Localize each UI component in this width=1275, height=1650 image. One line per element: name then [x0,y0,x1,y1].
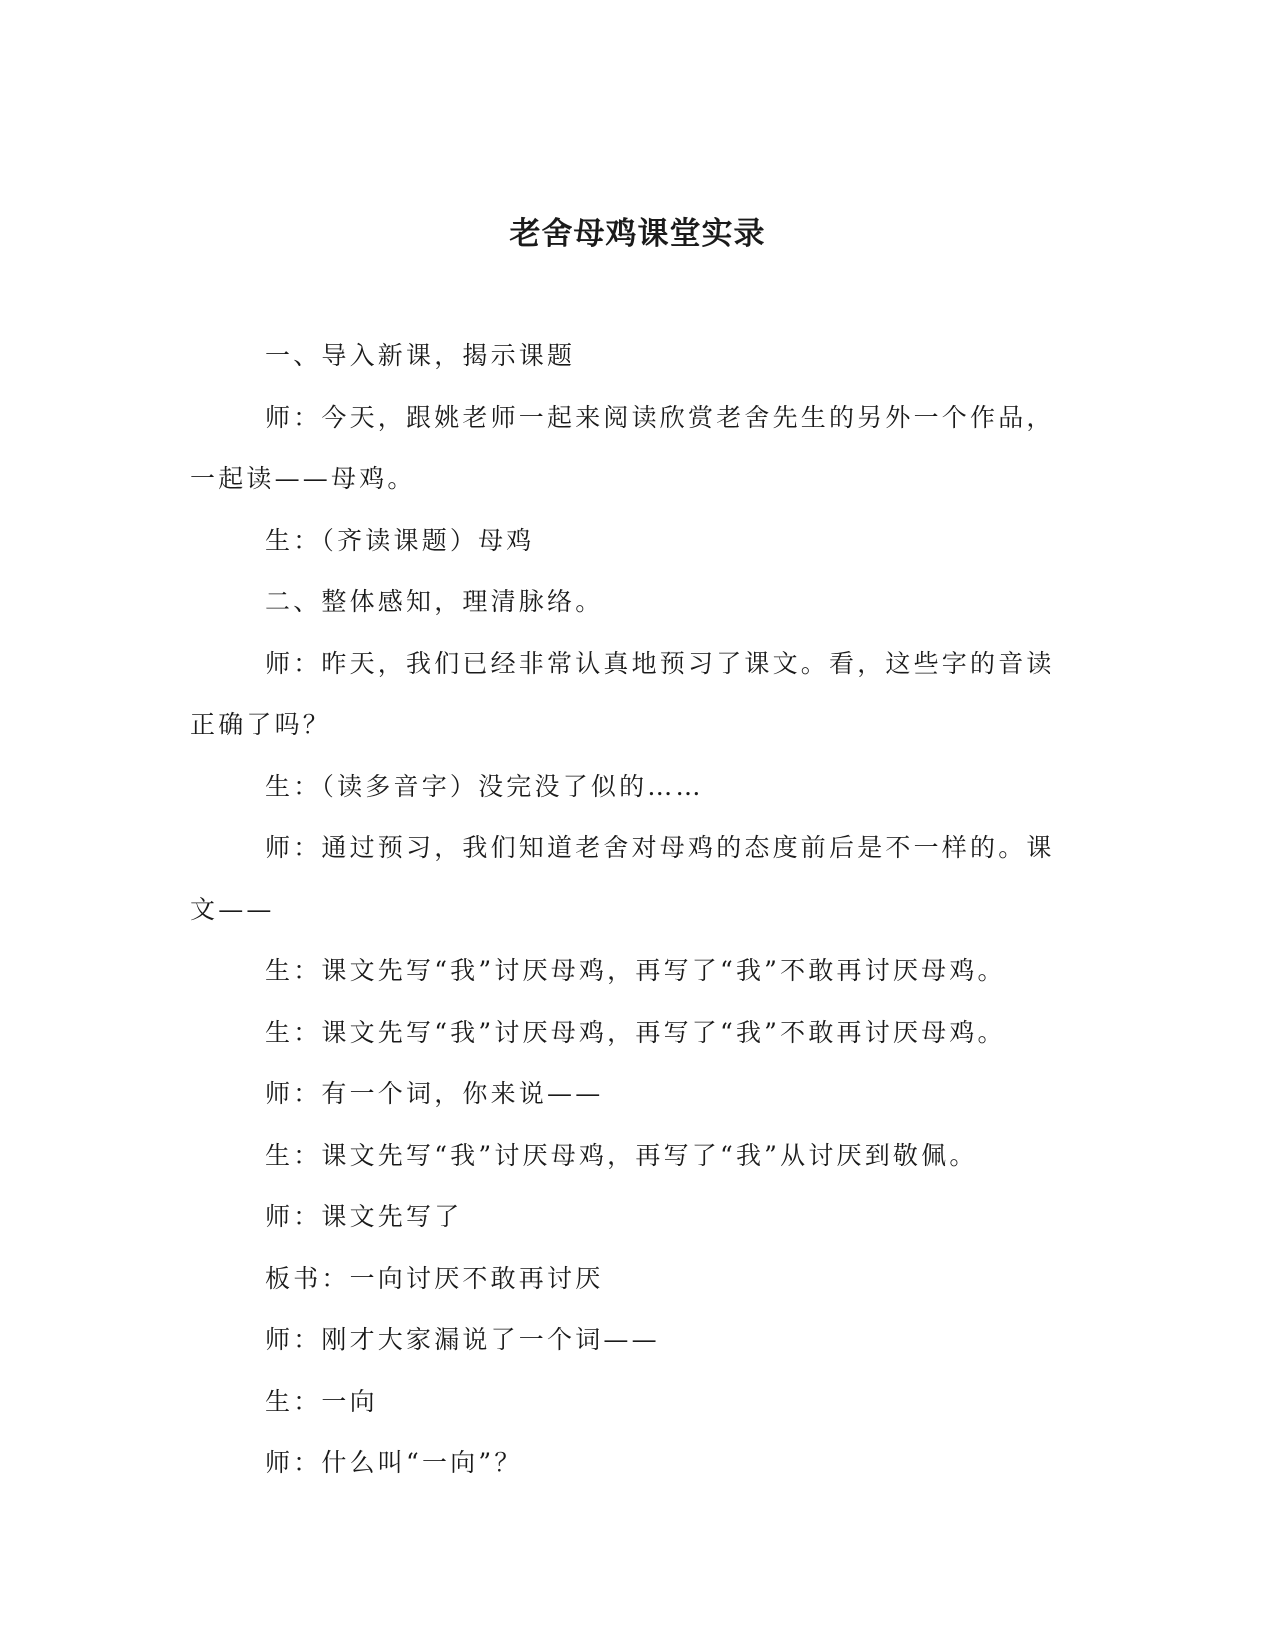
paragraph: 生：课文先写“我”讨厌母鸡，再写了“我”不敢再讨厌母鸡。 [265,956,1006,985]
paragraph: 二、整体感知，理清脉络。 [265,587,604,616]
paragraph: 师：昨天，我们已经非常认真地预习了课文。看，这些字的音读正确了吗？ [190,648,1055,739]
document-body [190,325,1080,1494]
paragraph: 板书：一向讨厌不敢再讨厌 [265,1263,604,1293]
paragraph: 生：（读多音字）没完没了似的…… [265,771,704,801]
document-title: 老舍母鸡课堂实录 [509,216,766,252]
paragraph: 师：有一个词，你来说—— [265,1079,604,1108]
paragraph: 师：刚才大家漏说了一个词—— [265,1325,660,1354]
paragraph: 师：课文先写了 [265,1202,463,1231]
paragraph: 师：通过预习，我们知道老舍对母鸡的态度前后是不一样的。课文—— [190,833,1055,924]
paragraph: 生：一向 [265,1386,378,1416]
paragraph: 师：今天，跟姚老师一起来阅读欣赏老舍先生的另外一个作品，一起读——母鸡。 [190,402,1055,493]
paragraph: 师：什么叫“一向”？ [265,1448,523,1477]
paragraph: 生：课文先写“我”讨厌母鸡，再写了“我”从讨厌到敬佩。 [265,1140,978,1170]
paragraph: 生：（齐读课题）母鸡 [265,525,535,555]
paragraph: 一、导入新课，揭示课题 [265,341,576,370]
paragraph: 生：课文先写“我”讨厌母鸡，再写了“我”不敢再讨厌母鸡。 [265,1017,1006,1047]
